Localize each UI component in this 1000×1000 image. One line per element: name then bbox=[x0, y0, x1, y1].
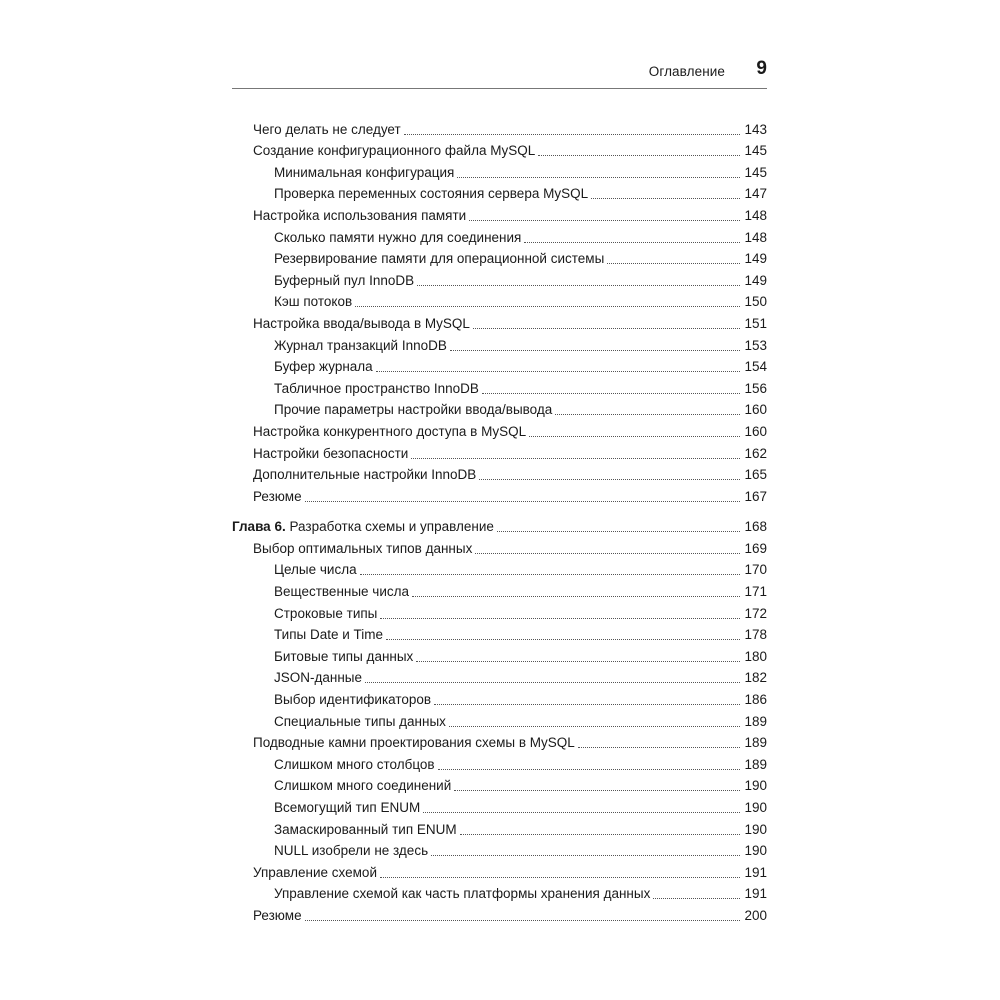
toc-entry bbox=[232, 558, 767, 580]
toc-entry bbox=[232, 333, 767, 355]
page-number: 9 bbox=[756, 58, 767, 79]
toc-entry-title bbox=[253, 208, 468, 225]
toc-entry-text: Сколько памяти нужно для соединения bbox=[274, 229, 522, 245]
dot-leader bbox=[479, 478, 740, 480]
toc-entry-text: Разработка схемы и управление bbox=[285, 519, 494, 535]
toc-entry-title bbox=[274, 843, 430, 860]
toc-page-number: 154 bbox=[744, 359, 767, 375]
toc-entry bbox=[232, 666, 767, 688]
toc-entry bbox=[232, 839, 767, 861]
toc-entry bbox=[232, 709, 767, 731]
dot-leader bbox=[578, 746, 741, 748]
toc-page-number: 182 bbox=[744, 670, 767, 686]
toc-entry-title bbox=[274, 800, 422, 817]
toc-entry bbox=[232, 795, 767, 817]
dot-leader bbox=[305, 919, 741, 921]
dot-leader bbox=[434, 703, 740, 705]
toc-page-number: 167 bbox=[744, 488, 767, 504]
toc-page-number: 147 bbox=[744, 186, 767, 202]
toc-entry-text: Настройка ввода/вывода в MySQL bbox=[253, 315, 470, 331]
toc-entry-title bbox=[274, 714, 448, 731]
toc-page-number: 170 bbox=[744, 562, 767, 578]
toc-entry-text: Битовые типы данных bbox=[274, 648, 414, 664]
toc-entry bbox=[232, 290, 767, 312]
toc-entry-title bbox=[274, 757, 437, 774]
toc-page-number: 189 bbox=[744, 713, 767, 729]
toc-entry-text: Целые числа bbox=[274, 562, 357, 578]
toc-entry-text: Прочие параметры настройки ввода/вывода bbox=[274, 402, 553, 418]
dot-leader bbox=[529, 435, 740, 437]
toc-entry-title bbox=[274, 649, 415, 666]
dot-leader bbox=[473, 327, 741, 329]
dot-leader bbox=[416, 660, 740, 662]
toc-entry-title bbox=[253, 424, 528, 441]
toc-entry-title bbox=[274, 778, 453, 795]
toc-entry-title bbox=[274, 359, 375, 376]
toc-entry-text: Замаскированный тип ENUM bbox=[274, 821, 457, 837]
toc-entry-title bbox=[253, 865, 379, 882]
toc-entry-title bbox=[274, 381, 481, 398]
toc-page-number: 160 bbox=[744, 402, 767, 418]
toc-entry-text: JSON-данные bbox=[274, 670, 363, 686]
dot-leader bbox=[449, 725, 741, 727]
toc-entry-title bbox=[274, 402, 554, 419]
toc-page-number: 168 bbox=[744, 519, 767, 535]
toc-page-number: 169 bbox=[744, 540, 767, 556]
toc-entry bbox=[232, 203, 767, 225]
toc-page-number: 191 bbox=[744, 886, 767, 902]
toc-entry-text: Всемогущий тип ENUM bbox=[274, 800, 421, 815]
toc-entry bbox=[232, 817, 767, 839]
toc-entry-text: Дополнительные настройки InnoDB bbox=[253, 467, 477, 483]
toc-entry-text: Слишком много соединений bbox=[274, 778, 452, 794]
toc-entry-text: Управление схемой как часть платформы хранения данных bbox=[274, 886, 651, 902]
toc-entry-text: Кэш потоков bbox=[274, 294, 353, 310]
dot-leader bbox=[411, 457, 740, 459]
table-of-contents bbox=[232, 117, 767, 925]
dot-leader bbox=[591, 197, 740, 199]
dot-leader bbox=[376, 370, 741, 372]
dot-leader bbox=[460, 833, 741, 835]
toc-entry bbox=[232, 774, 767, 796]
toc-entry-text: Проверка переменных состояния сервера MySQL bbox=[274, 186, 589, 202]
dot-leader bbox=[305, 500, 741, 502]
toc-entry-title bbox=[253, 122, 403, 139]
toc-entry bbox=[232, 376, 767, 398]
toc-page-number: 190 bbox=[744, 821, 767, 837]
toc-entry-title bbox=[274, 627, 385, 644]
page-header bbox=[232, 60, 767, 89]
toc-entry bbox=[232, 139, 767, 161]
toc-page-number: 165 bbox=[744, 467, 767, 483]
toc-page-number: 180 bbox=[744, 648, 767, 664]
toc-entry-text: NULL изобрели не здесь bbox=[274, 843, 429, 859]
toc-entry-text: Настройки безопасности bbox=[253, 445, 409, 461]
toc-entry-title bbox=[253, 541, 474, 558]
toc-entry-text: Журнал транзакций InnoDB bbox=[274, 337, 447, 353]
dot-leader bbox=[431, 854, 740, 856]
toc-page-number: 172 bbox=[744, 605, 767, 621]
toc-entry bbox=[232, 882, 767, 904]
toc-entry-text: Слишком много столбцов bbox=[274, 756, 435, 772]
toc-entry-text: Буферный пул InnoDB bbox=[274, 272, 415, 288]
toc-entry bbox=[232, 160, 767, 182]
toc-page-number: 189 bbox=[744, 735, 767, 751]
toc-entry-title bbox=[253, 489, 304, 506]
toc-entry-title bbox=[274, 562, 359, 579]
toc-page-number: 171 bbox=[744, 584, 767, 600]
toc-entry-text: Настройка конкурентного доступа в MySQL bbox=[253, 423, 527, 439]
toc-page-number: 190 bbox=[744, 843, 767, 859]
dot-leader bbox=[365, 681, 740, 683]
toc-entry-text: Вещественные числа bbox=[274, 584, 410, 600]
dot-leader bbox=[355, 305, 740, 307]
toc-entry-title bbox=[274, 822, 459, 839]
toc-entry-text: Резюме bbox=[253, 907, 302, 923]
chapter-label: Глава 6. bbox=[232, 519, 286, 535]
toc-entry-text: Выбор оптимальных типов данных bbox=[253, 540, 473, 556]
dot-leader bbox=[538, 154, 740, 156]
toc-page-number: 200 bbox=[744, 907, 767, 923]
toc-entry bbox=[232, 225, 767, 247]
toc-page-number: 148 bbox=[744, 207, 767, 223]
toc-entry-title bbox=[253, 143, 537, 160]
toc-chapter-entry bbox=[232, 515, 767, 537]
toc-page-number: 190 bbox=[744, 800, 767, 815]
toc-page-number: 191 bbox=[744, 864, 767, 880]
dot-leader bbox=[423, 811, 740, 813]
dot-leader bbox=[607, 262, 740, 264]
dot-leader bbox=[653, 897, 740, 899]
toc-page-number: 160 bbox=[744, 423, 767, 439]
dot-leader bbox=[469, 219, 740, 221]
dot-leader bbox=[457, 176, 740, 178]
toc-page-number: 186 bbox=[744, 692, 767, 708]
toc-entry-text: Типы Date и Time bbox=[274, 627, 384, 643]
toc-entry bbox=[232, 355, 767, 377]
dot-leader bbox=[450, 349, 741, 351]
toc-entry-text: Создание конфигурационного файла MySQL bbox=[253, 143, 536, 159]
toc-entry bbox=[232, 623, 767, 645]
dot-leader bbox=[482, 392, 741, 394]
toc-page-number: 149 bbox=[744, 251, 767, 267]
toc-entry bbox=[232, 860, 767, 882]
dot-leader bbox=[555, 413, 740, 415]
toc-entry bbox=[232, 579, 767, 601]
dot-leader bbox=[380, 617, 740, 619]
toc-entry bbox=[232, 536, 767, 558]
toc-entry-title bbox=[274, 186, 590, 203]
toc-entry bbox=[232, 182, 767, 204]
toc-page-number: 189 bbox=[744, 756, 767, 772]
toc-page-number: 190 bbox=[744, 778, 767, 794]
toc-entry-title bbox=[274, 251, 606, 268]
toc-entry-title bbox=[274, 670, 364, 687]
toc-page-number: 151 bbox=[744, 315, 767, 331]
dot-leader bbox=[386, 638, 740, 640]
toc-entry bbox=[232, 463, 767, 485]
toc-entry-title bbox=[274, 338, 449, 355]
toc-entry-title bbox=[274, 165, 456, 182]
toc-entry-title bbox=[274, 273, 416, 290]
toc-entry bbox=[232, 484, 767, 506]
toc-entry-title bbox=[253, 467, 478, 484]
toc-page-number: 149 bbox=[744, 272, 767, 288]
toc-entry-text: Резюме bbox=[253, 488, 302, 504]
toc-entry bbox=[232, 687, 767, 709]
toc-entry bbox=[232, 247, 767, 269]
dot-leader bbox=[454, 789, 740, 791]
toc-entry bbox=[232, 419, 767, 441]
dot-leader bbox=[360, 573, 741, 575]
toc-entry bbox=[232, 601, 767, 623]
toc-entry bbox=[232, 311, 767, 333]
toc-entry bbox=[232, 731, 767, 753]
dot-leader bbox=[438, 768, 741, 770]
toc-page-number: 145 bbox=[744, 164, 767, 180]
toc-entry-text: Настройка использования памяти bbox=[253, 207, 467, 223]
toc-entry-title bbox=[253, 735, 577, 752]
toc-page-number: 178 bbox=[744, 627, 767, 643]
toc-entry bbox=[232, 903, 767, 925]
toc-page-number: 156 bbox=[744, 380, 767, 396]
toc-entry bbox=[232, 752, 767, 774]
toc-entry-title bbox=[274, 584, 411, 601]
toc-entry-title bbox=[232, 519, 496, 536]
toc-page-number: 153 bbox=[744, 337, 767, 353]
dot-leader bbox=[475, 552, 740, 554]
toc-entry-title bbox=[274, 294, 354, 311]
dot-leader bbox=[524, 241, 740, 243]
toc-entry bbox=[232, 398, 767, 420]
toc-entry-title bbox=[253, 908, 304, 925]
toc-entry-text: Резервирование памяти для операционной системы bbox=[274, 251, 605, 267]
toc-entry-text: Выбор идентификаторов bbox=[274, 692, 432, 708]
toc-entry bbox=[232, 268, 767, 290]
toc-page-number: 143 bbox=[744, 121, 767, 137]
dot-leader bbox=[417, 284, 740, 286]
toc-entry-title bbox=[253, 446, 410, 463]
toc-entry-title bbox=[274, 606, 379, 623]
toc-entry-title bbox=[253, 316, 472, 333]
running-header-title: Оглавление bbox=[648, 64, 725, 79]
dot-leader bbox=[497, 530, 741, 532]
toc-entry-text: Чего делать не следует bbox=[253, 121, 401, 137]
toc-page-number: 145 bbox=[744, 143, 767, 159]
toc-page-number: 148 bbox=[744, 229, 767, 245]
toc-entry-text: Строковые типы bbox=[274, 605, 378, 621]
dot-leader bbox=[412, 595, 740, 597]
toc-entry-text: Управление схемой bbox=[253, 864, 377, 880]
toc-entry-text: Минимальная конфигурация bbox=[274, 164, 455, 180]
toc-page-number: 150 bbox=[744, 294, 767, 310]
toc-entry bbox=[232, 117, 767, 139]
toc-entry-text: Подводные камни проектирования схемы в MySQL bbox=[253, 735, 575, 751]
dot-leader bbox=[380, 876, 740, 878]
toc-entry-text: Буфер журнала bbox=[274, 359, 373, 375]
toc-entry-title bbox=[274, 230, 523, 247]
toc-entry-title bbox=[274, 692, 433, 709]
toc-entry-title bbox=[274, 886, 652, 903]
toc-entry-text: Специальные типы данных bbox=[274, 713, 446, 729]
toc-page-number: 162 bbox=[744, 445, 767, 461]
toc-entry bbox=[232, 441, 767, 463]
toc-entry bbox=[232, 644, 767, 666]
dot-leader bbox=[404, 133, 741, 135]
toc-entry-text: Табличное пространство InnoDB bbox=[274, 380, 479, 396]
